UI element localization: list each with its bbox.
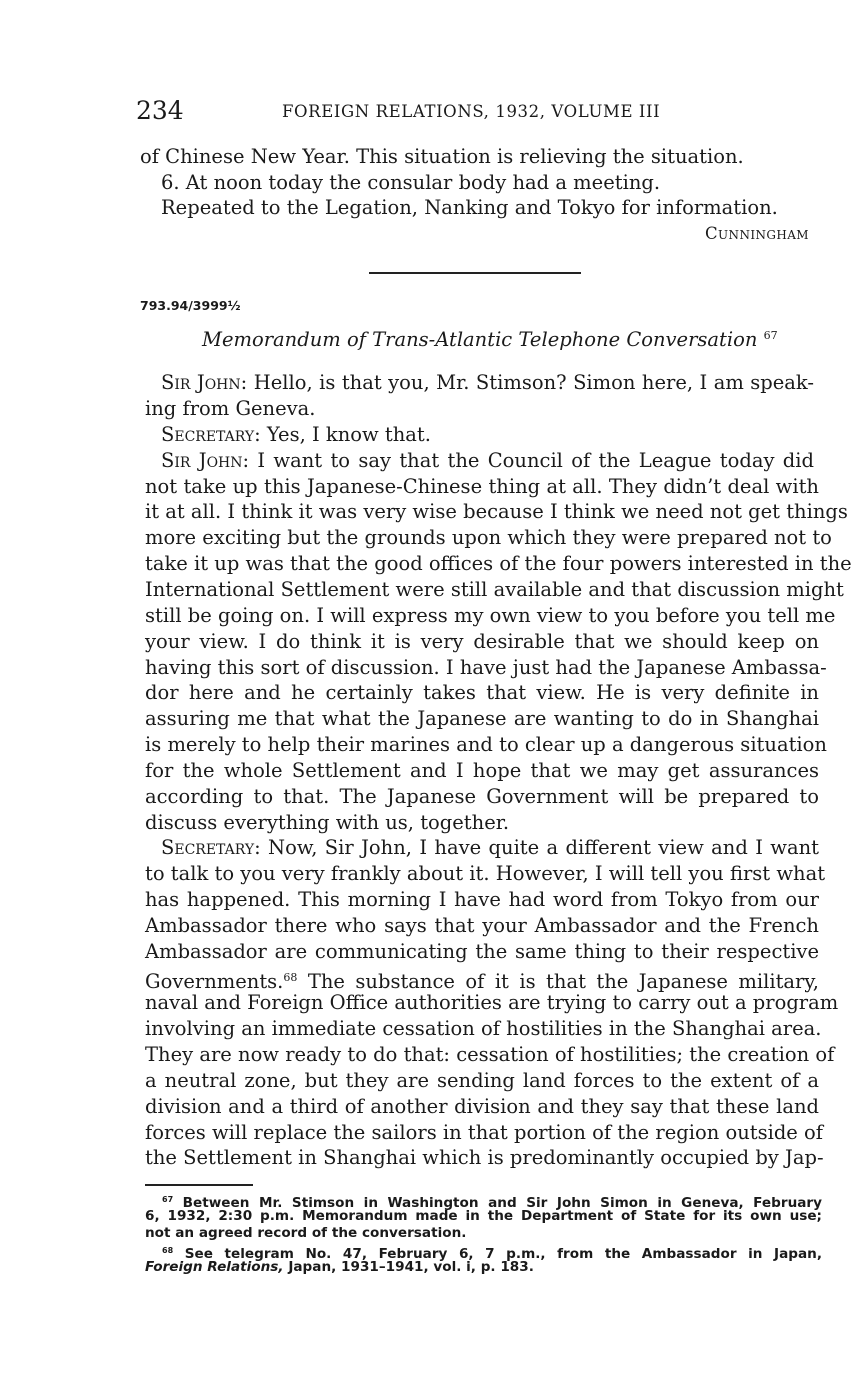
text-line: division and a third of another division and they say that these land [145, 1095, 819, 1118]
text-line: Sir John: I want to say that the Council of the League today did [161, 449, 814, 472]
text-line: Governments.$^{68}$ The substance of it is that the Japanese military, [145, 970, 820, 993]
text-line: has happened. This morning I have had word from Tokyo from our [145, 888, 819, 911]
speaker-label: Sir John [161, 371, 241, 394]
text-line: take it up was that the good offices of the four powers interested in the [145, 552, 852, 575]
text-line: for the whole Settlement and I hope that we may get assurances [145, 759, 819, 782]
signature: Cunningham [705, 224, 809, 243]
speaker-label: Secretary [161, 836, 255, 859]
footnote-67-line: 6, 1932, 2:30 p.m. Memorandum made in the Department of State for its own use; [145, 1208, 822, 1224]
text-line: Sir John: Hello, is that you, Mr. Stimson? Simon here, I am speak- [161, 371, 814, 394]
footnote-ref-68: 68 [283, 971, 298, 984]
text-line: the Settlement in Shanghai which is predominantly occupied by Jap- [145, 1146, 824, 1169]
text-line: They are now ready to do that: cessation of hostilities; the creation of [145, 1043, 835, 1066]
text-line: according to that. The Japanese Government will be prepared to [145, 785, 819, 808]
footnote-67-line: not an agreed record of the conversation. [145, 1225, 467, 1241]
text-line: assuring me that what the Japanese are wanting to do in Shanghai [145, 707, 819, 730]
text-line: 6. At noon today the consular body had a meeting. [161, 171, 661, 194]
text-line: Ambassador there who says that your Ambassador and the French [145, 914, 819, 937]
text-line: ing from Geneva. [145, 397, 316, 420]
text-line: having this sort of discussion. I have just had the Japanese Ambassa- [145, 656, 827, 679]
text-line: of Chinese New Year. This situation is relieving the situation. [140, 145, 744, 168]
text-line: more exciting but the grounds upon which they were prepared not to [145, 526, 832, 549]
text-line: Secretary: Yes, I know that. [161, 423, 431, 446]
text-line: not take up this Japanese-Chinese thing at all. They didn’t deal with [145, 475, 819, 498]
text-line: dor here and he certainly takes that view. He is very definite in [145, 681, 819, 704]
footnote-68-line: Foreign Relations, Japan, 1931–1941, vol. i, p. 183. [145, 1259, 534, 1275]
footnote-68-line: $^{68}$ See telegram No. 47, February 6, 7 p.m., from the Ambassador in Japan, [162, 1246, 822, 1262]
text-line: a neutral zone, but they are sending land forces to the extent of a [145, 1069, 819, 1092]
section-divider [369, 272, 581, 274]
footnote-ref-67: 67 [763, 329, 778, 342]
speaker-label: Secretary [161, 423, 255, 446]
text-line: International Settlement were still available and that discussion might [145, 578, 844, 601]
text-line: forces will replace the sailors in that portion of the region outside of [145, 1121, 824, 1144]
text-line: to talk to you very frankly about it. However, I will tell you first what [145, 862, 826, 885]
text-line: it at all. I think it was very wise because I think we need not get things [145, 500, 848, 523]
footnote-divider [145, 1184, 253, 1186]
text-line: still be going on. I will express my own view to you before you tell me [145, 604, 836, 627]
memo-title-text: Memorandum of Trans-Atlantic Telephone Conversation [202, 328, 758, 351]
citation-title: Foreign Relations, [145, 1259, 284, 1275]
footnote-marker: 68 [162, 1246, 174, 1255]
file-number: 793.94/3999½ [140, 298, 241, 313]
text-line: Ambassador are communicating the same thing to their respective [145, 940, 819, 963]
running-title: FOREIGN RELATIONS, 1932, VOLUME III [282, 102, 661, 121]
text-line: naval and Foreign Office authorities are trying to carry out a program [145, 991, 839, 1014]
speaker-label: Sir John [161, 449, 243, 472]
footnote-marker: 67 [162, 1195, 174, 1204]
text-line: Repeated to the Legation, Nanking and Tokyo for information. [161, 196, 778, 219]
memo-title [202, 323, 778, 353]
text-line: Secretary: Now, Sir John, I have quite a different view and I want [161, 836, 819, 859]
text-line: involving an immediate cessation of hostilities in the Shanghai area. [145, 1017, 822, 1040]
footnote-67-line: $^{67}$ Between Mr. Stimson in Washington and Sir John Simon in Geneva, February [162, 1195, 822, 1211]
text-line: discuss everything with us, together. [145, 811, 510, 834]
page-number: 234 [136, 96, 184, 125]
text-line: is merely to help their marines and to clear up a dangerous situation [145, 733, 827, 756]
text-line: your view. I do think it is very desirable that we should keep on [145, 630, 819, 653]
